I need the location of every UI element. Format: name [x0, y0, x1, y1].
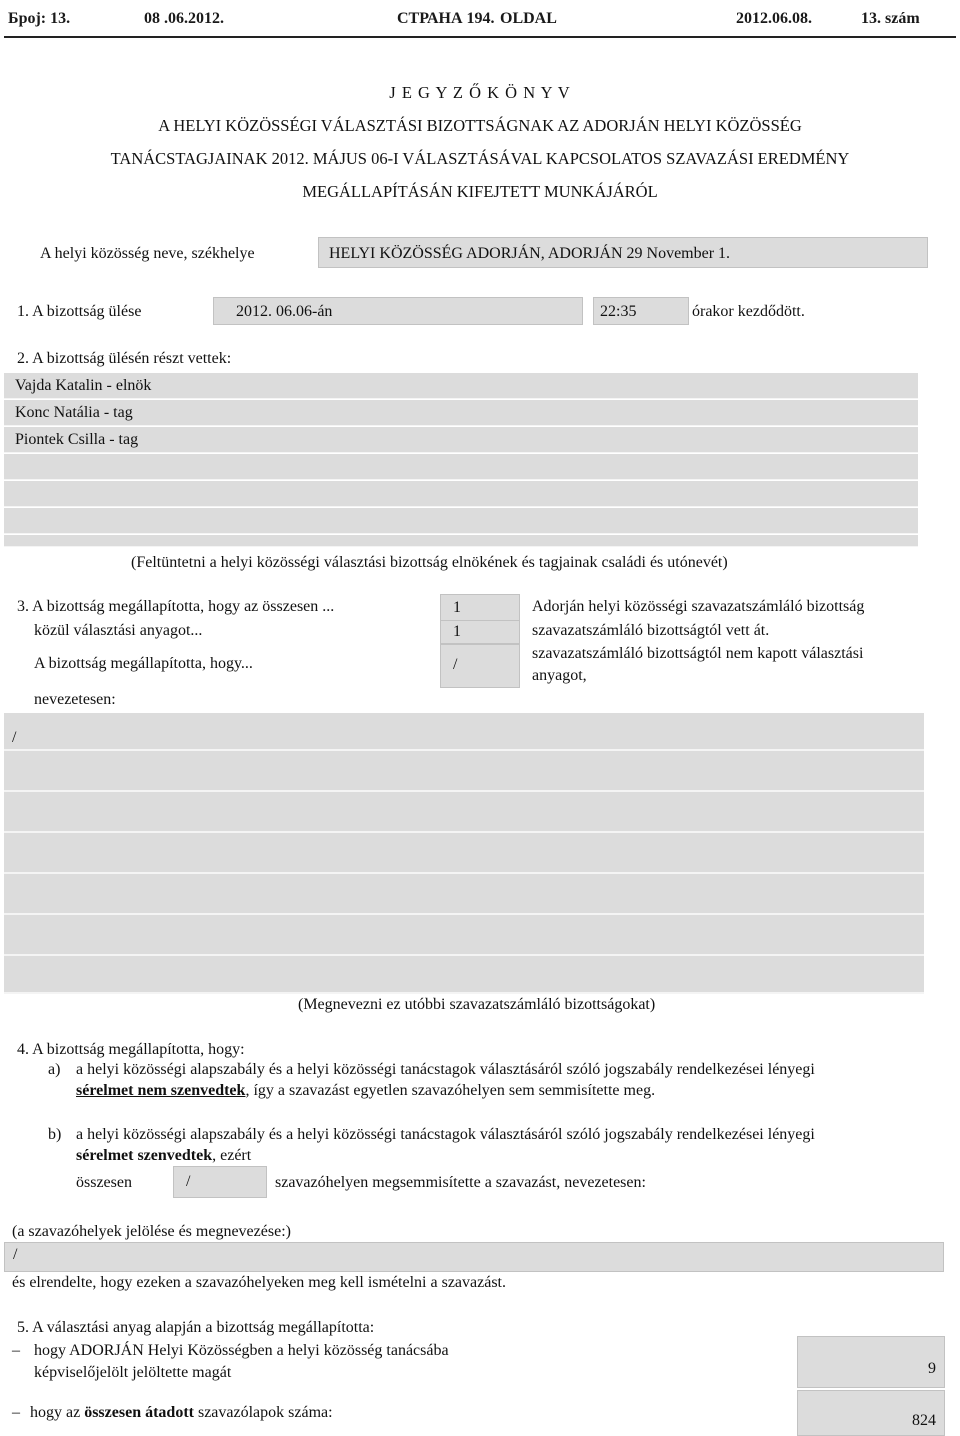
osszesen-field[interactable] — [173, 1166, 267, 1198]
item-a-bold: sérelmet nem szenvedtek — [76, 1082, 246, 1099]
header-issue-number: 13. szám — [861, 10, 920, 27]
header-page-serbian: СТРАНА 194. — [397, 10, 495, 27]
item-b-rest: , ezért — [212, 1147, 252, 1164]
section3-line3-text-a: szavazatszámláló bizottságtól nem kapott választási — [532, 645, 864, 662]
document-title: J E G Y Z Ő K Ö N Y V — [389, 83, 571, 102]
item-a-marker: a) — [48, 1061, 61, 1078]
section3-value2-field[interactable] — [440, 620, 520, 644]
member-name: Vajda Katalin - elnök — [15, 377, 152, 394]
item-b-bold: sérelmet szenvedtek — [76, 1147, 213, 1164]
places-label: (a szavazóhelyek jelölése és megnevezése:) — [12, 1223, 291, 1240]
places-value: / — [13, 1246, 18, 1263]
osszesen-text: szavazóhelyen megsemmisítette a szavazást, nevezetesen: — [275, 1174, 646, 1191]
section3-line1-label: 3. A bizottság megállapította, hogy az összesen ... — [17, 598, 335, 615]
committee-row[interactable] — [4, 713, 924, 751]
repeat-text: és elrendelte, hogy ezeken a szavazóhelyeken meg kell ismételni a szavazást. — [12, 1274, 506, 1291]
section3-line2-label: közül választási anyagot... — [34, 622, 203, 639]
places-field[interactable] — [4, 1242, 944, 1272]
section3-note: (Megnevezni ez utóbbi szavazatszámláló bizottságokat) — [298, 996, 656, 1013]
section3-line3-text-b: anyagot, — [532, 667, 587, 684]
member-row[interactable] — [4, 481, 918, 507]
member-name: Piontek Csilla - tag — [15, 431, 139, 448]
committee-row[interactable] — [4, 874, 924, 915]
item2-bold: összesen átadott — [84, 1404, 194, 1421]
member-row-end — [4, 535, 918, 547]
section3-value1-field[interactable] — [440, 594, 520, 622]
section3-line2-text: szavazatszámláló bizottságtól vett át. — [532, 622, 770, 639]
item-a-line2 — [76, 1082, 655, 1100]
header-number: Број: 13. — [8, 10, 71, 27]
member-row[interactable] — [4, 508, 918, 534]
title-line-2: A HELYI KÖZÖSSÉGI VÁLASZTÁSI BIZOTTSÁGNAK AZ ADORJÁN HELYI KÖZÖSSÉG — [158, 116, 802, 135]
section5-label: 5. A választási anyag alapján a bizottság megállapította: — [17, 1319, 375, 1336]
meeting-date-value: 2012. 06.06-án — [236, 303, 333, 320]
item2-dash: – — [12, 1404, 20, 1421]
item-b-text: a helyi közösségi alapszabály és a helyi közösségi tanácstagok választásáról szóló jogszabály rendelkezései lényegi — [76, 1126, 815, 1143]
ballots-count: 824 — [912, 1412, 936, 1429]
section2-note: (Feltüntetni a helyi közösségi választási bizottság elnökének és tagjainak családi és utónevét) — [131, 554, 728, 571]
committee-row[interactable] — [4, 956, 924, 994]
item-b-marker: b) — [48, 1126, 62, 1143]
committee-row[interactable] — [4, 792, 924, 833]
community-label: A helyi közösség neve, székhelye — [40, 245, 255, 262]
osszesen-label: összesen — [76, 1174, 132, 1191]
ballots-count-field[interactable] — [797, 1390, 945, 1436]
header-date-hungarian: 2012.06.08. — [736, 10, 812, 27]
section3-line3-label: A bizottság megállapította, hogy... — [34, 655, 253, 672]
item-a-text: a helyi közösségi alapszabály és a helyi közösségi tanácstagok választásáról szóló jogszabály rendelkezései lényegi — [76, 1061, 815, 1078]
committee-name: / — [12, 729, 17, 746]
header-page-hungarian: OLDAL — [500, 10, 557, 27]
community-field[interactable] — [318, 237, 928, 268]
item1-text-b: képviselőjelölt jelöltette magát — [34, 1364, 232, 1381]
member-row[interactable] — [4, 454, 918, 480]
item-a-rest: , így a szavazást egyetlen szavazóhelyen sem semmisítette meg. — [245, 1082, 656, 1099]
member-row[interactable] — [4, 373, 918, 399]
meeting-date-field[interactable] — [213, 297, 583, 325]
member-name: Konc Natália - tag — [15, 404, 133, 421]
item2-text — [30, 1404, 333, 1422]
title-line-4: MEGÁLLAPÍTÁSÁN KIFEJTETT MUNKÁJÁRÓL — [302, 182, 658, 201]
section1-label: 1. A bizottság ülése — [17, 303, 142, 320]
community-value: HELYI KÖZÖSSÉG ADORJÁN, ADORJÁN 29 November 1. — [329, 245, 731, 262]
member-row[interactable] — [4, 400, 918, 426]
osszesen-value: / — [186, 1173, 191, 1190]
candidates-count: 9 — [928, 1360, 936, 1377]
header-divider — [4, 36, 956, 38]
committee-row[interactable] — [4, 833, 924, 874]
committee-row[interactable] — [4, 915, 924, 956]
committee-row[interactable] — [4, 751, 924, 792]
header-date-serbian: 08 .06.2012. — [144, 10, 224, 27]
member-row[interactable] — [4, 427, 918, 453]
section4-label: 4. A bizottság megállapította, hogy: — [17, 1041, 245, 1058]
item1-dash: – — [12, 1342, 20, 1359]
item1-text-a: hogy ADORJÁN Helyi Közösségben a helyi közösség tanácsába — [34, 1342, 449, 1359]
title-line-3: TANÁCSTAGJAINAK 2012. MÁJUS 06-I VÁLASZTÁSÁVAL KAPCSOLATOS SZAVAZÁSI EREDMÉNY — [110, 149, 850, 168]
item2-text-a: hogy az — [30, 1404, 85, 1421]
section3-value3-field[interactable] — [440, 644, 520, 688]
candidates-count-field[interactable] — [797, 1336, 945, 1388]
section3-line1-text: Adorján helyi közösségi szavazatszámláló bizottság — [532, 598, 865, 615]
meeting-time-suffix: órakor kezdődött. — [692, 303, 805, 320]
section3-value3: / — [453, 656, 458, 673]
section3-value1: 1 — [453, 599, 461, 616]
item2-text-b: szavazólapok száma: — [193, 1404, 333, 1421]
item-b-line2 — [76, 1147, 251, 1165]
section3-value2: 1 — [453, 623, 461, 640]
meeting-time-field[interactable] — [593, 297, 689, 325]
nevezetesen-label: nevezetesen: — [34, 691, 116, 708]
section2-label: 2. A bizottság ülésén részt vettek: — [17, 350, 232, 367]
meeting-time-value: 22:35 — [600, 303, 637, 320]
